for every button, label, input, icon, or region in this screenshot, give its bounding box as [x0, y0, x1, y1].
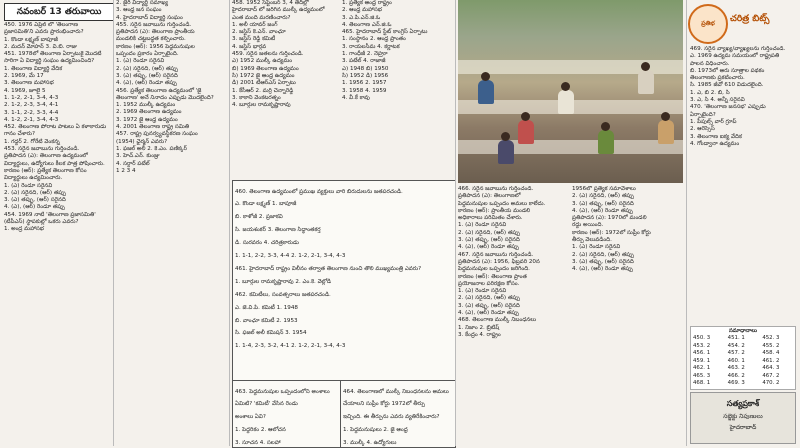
question-line: 3. జస్టిస్ రెడ్డి కమిటీ	[232, 36, 276, 43]
question-line: 465. హైదరాబాద్ స్టేట్ కాంగ్రెస్ ఏర్పాటు	[342, 29, 428, 36]
column-6	[572, 186, 684, 446]
divider	[455, 0, 456, 446]
question-line: 2. (ఎ) సరైనది, (ఆర్) తప్పు	[458, 229, 520, 236]
question-line: (1954) ఛైర్మన్ ఎవరు?	[116, 138, 168, 145]
question-line: 2. (ఎ) సరైనది, (ఆర్) తప్పు	[458, 295, 520, 302]
question-line: 4. (ఎ), (ఆర్) రెండూ తప్పు	[458, 244, 519, 251]
question-line: ప్రతిపాదన (ఎ): 1956, ఫిబ్రవరి 20న	[458, 258, 540, 265]
question-line: 1. పెద్దరికం 2. ఆలోచన	[235, 427, 286, 434]
question-line: 1. సంస్థానం 2. ఆంధ్ర ప్రాంతం	[342, 36, 406, 43]
question-line: 3. 1958 4. 1959	[342, 87, 387, 94]
question-line: 1956లో ప్రత్యేక సమావేశాలు	[572, 186, 636, 192]
question-line: పాలన విధించారు.	[690, 60, 730, 67]
question-line: 1. 1952 ముల్కీ ఉద్యమం	[116, 102, 176, 109]
pratibha-logo-mark: ప్రతిభ	[688, 4, 728, 44]
question-line: 2. ఆంధ్ర మహాసభ	[342, 7, 382, 14]
question-line: 453. సరైన జవాబును గుర్తించండి.	[4, 146, 80, 153]
question-line: సి. 1985 జీవో 610 విడుదలైంది.	[690, 82, 764, 89]
question-line: 1. బూర్గుల రామకృష్ణారావు 2. ఎం.కె. వెల్లోడి	[235, 278, 332, 285]
question-line: 1. తెలంగాణ విద్యార్థి వేదిక	[4, 65, 63, 72]
question-line: 1. 1-4, 2-3, 3-2, 4-1 2. 1-2, 2-1, 3-4, 4-3	[235, 343, 346, 350]
section-header-badge: నవంబర్ 13 తరువాయి	[4, 3, 114, 21]
answer-cell: 455. 2	[762, 342, 780, 349]
question-line: 1. ఎ, బి 2. బి, సి	[690, 89, 730, 96]
question-line: (టీపీఎస్) స్థాపకుల్లో ఒకరు ఎవరు?	[4, 219, 79, 226]
question-line: 461. హైదరాబాద్ రాష్ట్రం విలీనం తర్వాత తెలంగాణ నుంచి తొలి ముఖ్యమంత్రి ఎవరు?	[235, 265, 422, 272]
answer-cell: 456. 1	[693, 350, 711, 356]
question-line: 3. పటేల్ 4. రాజాజీ	[342, 58, 386, 65]
question-line: 2. (ఎ) సరైనది, (ఆర్) తప్పు	[572, 193, 634, 200]
question-line: 2. 1-2, 2-3, 3-4, 4-1	[4, 102, 59, 109]
question-line: 1. 1956 2. 1957	[342, 80, 387, 87]
exam-hall-photo	[458, 0, 683, 183]
question-line: 4. 1969, జూలై 5	[4, 87, 46, 94]
question-line: 2. (ఎ) సరైనది, (ఆర్) తప్పు	[116, 65, 178, 72]
question-line: ఎ. జె.వి.పి. కమిటీ 1. 1948	[235, 304, 298, 311]
question-line: 462. కమిటీలు, సంవత్సరాలు జతపరచండి.	[235, 291, 331, 298]
question-line: 1. అలీ యావర్ జంగ్	[232, 21, 278, 28]
question-line: 4. 1-2, 2-1, 3-4, 4-3	[4, 116, 59, 123]
answer-row	[691, 358, 795, 366]
question-line: 469. సరైన వ్యాఖ్య/వ్యాఖ్యలను గుర్తించండి.	[690, 46, 786, 52]
answer-cell: 462. 1	[693, 365, 711, 371]
answer-row	[691, 373, 795, 381]
question-line: 3. 1972 జై ఆంధ్ర ఉద్యమం	[116, 116, 178, 123]
question-line: 470. 'తెలంగాణ జనసభ' ఎప్పుడు	[690, 104, 766, 111]
column-2	[116, 0, 228, 446]
question-line: 4. సర్దార్ పటేల్	[116, 160, 150, 167]
question-line: 3. కాకాని వెంకటరత్నం	[232, 94, 281, 101]
question-line: బి. వాంఛూ కమిటీ 2. 1953	[235, 317, 298, 324]
question-line: 2. జస్టిస్ కె.ఎన్. వాంఛూ	[232, 29, 286, 36]
question-line: 1. నిజాం 2. బ్రిటిష్	[458, 324, 500, 331]
question-line: 466. సరైన జవాబును గుర్తించండి.	[458, 186, 534, 192]
question-line: 1 2 3 4	[116, 167, 136, 174]
question-line: 1. (ఎ) రెండూ సరైనవి	[572, 244, 621, 251]
question-line: ఏమిటి? 'కమిటీ' వేసిన రెండు	[235, 401, 298, 408]
question-line: గానం చేశారు?	[4, 131, 35, 138]
question-line: కారణం (ఆర్): 1972లో సుప్రీం కోర్టు	[572, 229, 651, 236]
answer-cell: 454. 2	[727, 342, 745, 349]
question-line: ప్రతిపాదన (ఎ): 1970లో మండలి	[572, 215, 647, 222]
column-7	[690, 46, 796, 324]
question-line: తీర్పు వెలువడింది.	[572, 237, 612, 244]
question-line: 452. తెలంగాణ పోరాట పాటలు ఏ కళాకారుడు	[4, 124, 107, 131]
answer-cell: 457. 2	[727, 350, 745, 356]
question-line: 3. కేంద్రం 4. రాష్ట్రం	[458, 331, 501, 338]
question-line: 468. తెలంగాణ ముల్కీ నిబంధనలు	[458, 317, 537, 324]
question-line: బి) 1969 తెలంగాణ ఉద్యమం	[232, 65, 299, 72]
question-line: 3. (ఎ) తప్పు, (ఆర్) సరైనది	[572, 200, 634, 207]
question-line: 4. (ఎ), (ఆర్) రెండూ తప్పు	[4, 204, 65, 211]
answer-cell: 467. 2	[762, 372, 780, 379]
question-line: 3. (ఎ) తప్పు, (ఆర్) సరైనది	[458, 302, 520, 309]
question-line: 3. ఎ, సి 4. అన్నీ సరైనవి	[690, 97, 745, 104]
question-line: 454. 1969 నాటి 'తెలంగాణ ప్రజాసమితి'	[4, 211, 96, 218]
question-line: ప్రతిపాదన (ఎ): తెలంగాణ ప్రాంతీయ	[116, 29, 195, 36]
answer-row	[691, 380, 795, 388]
question-line: 456. ప్రత్యేక తెలంగాణ ఉద్యమంలో 'జై	[116, 87, 202, 94]
question-line: సి) 1952 డి) 1956	[342, 72, 389, 79]
answer-row	[691, 365, 795, 373]
question-line: ప్రజాసమితి'ని ఎవరు ప్రారంభించారు?	[4, 29, 84, 36]
question-line: 2. (ఎ) సరైనది, (ఆర్) తప్పు	[572, 251, 634, 258]
question-line: మండలికి చట్టబద్ధత కల్పించారు.	[116, 36, 186, 43]
question-line: 1. పీపుల్స్ వార్ గ్రూప్	[690, 118, 737, 125]
question-line: 1. గద్దర్ 2. గోరేటి వెంకన్న	[4, 138, 60, 145]
question-line: 4. జస్టిస్ భార్గవ	[232, 43, 267, 50]
question-line: డి) 2001 టీఆర్ఎస్ ఏర్పాటు	[232, 80, 296, 87]
divider	[113, 0, 114, 446]
answer-cell: 450. 3	[693, 335, 711, 341]
question-line: 1. కేసీఆర్ 2. మర్రి చెన్నారెడ్డి	[232, 87, 294, 94]
answer-cell: 470. 2	[762, 380, 780, 386]
series-title: చరిత్ర బిట్స్	[730, 14, 770, 24]
question-line: 4. తెలంగాణ ఎన్.జి.ఓ	[342, 21, 392, 28]
question-line: సి. ఫజల్ అలీ కమిషన్ 3. 1954	[235, 330, 307, 337]
question-line: 3. ఆంధ్ర జన సంఘం	[116, 7, 162, 14]
answer-cell: 461. 2	[762, 357, 780, 364]
question-line: 1. ప్రత్యేక ఆంధ్ర రాష్ట్రం	[342, 0, 392, 6]
question-line: పెద్దమనుషుల ఒప్పందం అమలు కాలేదు.	[458, 200, 546, 207]
question-line: అంశాలు ఏవి?	[235, 414, 266, 421]
question-line: 455. సరైన జవాబును గుర్తించండి.	[116, 21, 192, 28]
question-line: ఎ) 1952 ముల్కీ ఉద్యమం	[232, 58, 293, 65]
question-line: తెలంగాణ' అనే నినాదం ఎప్పుడు మొదలైంది?	[116, 94, 214, 101]
question-line: రద్దు అయింది.	[572, 222, 604, 229]
question-line: ప్రతిపాదన (ఎ): తెలంగాణ ఉద్యమంలో	[4, 153, 88, 160]
author-designation: సబ్జెక్టు నిపుణులు	[723, 413, 763, 420]
answer-cell: 466. 2	[727, 372, 745, 379]
question-line: 3. తెలంగాణ ఐక్య వేదిక	[690, 133, 742, 140]
question-line: 1. (ఎ) రెండూ సరైనవి	[458, 288, 507, 295]
question-line: 2. 1969 తెలంగాణ ఉద్యమం	[116, 109, 182, 116]
answer-cell: 468. 1	[693, 380, 711, 386]
answer-cell: 458. 4	[762, 350, 780, 356]
question-line: పెద్దమనుషుల ఒప్పందం జరిగింది.	[458, 266, 530, 273]
question-line: 4. హైదరాబాద్ విద్యార్థి సంఘం	[116, 14, 183, 21]
question-line: 459. సరైన జతలను గుర్తించండి.	[232, 51, 304, 58]
series-logo	[688, 4, 792, 42]
author-name: సత్యప్రకాశ్	[726, 399, 760, 408]
question-line: 460. తెలంగాణ ఉద్యమంలో ప్రముఖ వ్యక్తులు వారి బిరుదులను జతపరచండి.	[235, 188, 403, 195]
question-line: డి. సురవరం 4. చరిత్రకారుడు	[235, 240, 299, 247]
column-1	[4, 22, 112, 446]
column-5	[458, 186, 568, 446]
question-inset-463	[232, 380, 342, 448]
question-line: ఎ. కొండా లక్ష్మణ్ 1. బాపూజీ	[235, 201, 297, 208]
question-line: 4. 2001 తెలంగాణ రాష్ట్ర సమితి	[116, 124, 190, 131]
question-line: 1. (ఎ) రెండూ సరైనవి	[116, 58, 165, 65]
question-line: బి. 1973లో ఆరు సూత్రాల పథకం	[690, 67, 765, 74]
question-line: 2. 1969, మే 17	[4, 73, 44, 80]
answer-cell: 453. 2	[693, 342, 711, 349]
answer-cell: 464. 3	[762, 365, 780, 371]
question-line: 3. హెచ్.ఎన్. కుంజ్రు	[116, 153, 160, 160]
question-line: చేయాలని సుప్రీం కోర్టు 1972లో తీర్పు	[343, 401, 425, 408]
answer-key-title: సమాధానాలు	[729, 328, 757, 334]
question-line: 3. సూచన 4. సలహా	[235, 440, 281, 447]
question-line: సారిగా ఏ విద్యార్థి సంఘం ఉద్యమించింది?	[4, 58, 95, 65]
question-line: 1. అంద్ర మహాసభ	[4, 226, 44, 233]
question-line: సి. జయశంకర్ 3. తెలంగాణ సిద్ధాంతకర్త	[235, 227, 321, 234]
question-line: కారణం (ఆర్): ప్రత్యేక తెలంగాణ కోసం	[4, 167, 87, 174]
question-line: కారణం (ఆర్): 1956 పెద్దమనుషుల	[116, 43, 195, 50]
question-line: హైదరాబాద్ లో జరిగిన ముల్కీ ఉద్యమంలో	[232, 7, 325, 14]
column-3	[232, 0, 340, 178]
question-line: ఇచ్చింది. ఈ తీర్పును ఎవరు వ్యతిరేకించారు?	[343, 414, 440, 421]
question-line: 3. తెలంగాణ మహాసభ	[4, 80, 54, 87]
author-place: హైదరాబాద్	[729, 424, 757, 431]
question-line: 1. కొండా లక్ష్మణ్ బాపూజీ	[4, 36, 58, 43]
question-line: 450. 1976 ఏప్రిల్ లో 'తెలంగాణ	[4, 22, 78, 28]
column-4	[342, 0, 454, 178]
question-line: 3. (ఎ) తప్పు, (ఆర్) సరైనది	[572, 258, 634, 265]
question-line: 3. ఎ.పి.ఎన్.జి.ఓ	[342, 14, 381, 21]
divider	[686, 0, 687, 446]
question-line: 1. (ఎ) రెండూ సరైనవి	[458, 222, 507, 229]
answer-cell: 465. 3	[693, 372, 711, 379]
answer-row	[691, 350, 795, 358]
question-line: 3. (ఎ) తప్పు, (ఆర్) సరైనది	[4, 197, 66, 204]
question-line: అధికారాలు పరిమితం చేశారు.	[458, 215, 523, 222]
question-line: 4. గోండ్వానా ఉద్యమం	[690, 140, 740, 147]
question-line: 2. ఆరెస్సెస్	[690, 126, 715, 133]
question-line: విద్యార్థులు, ఉద్యోగులు కీలక పాత్ర పోషించారు.	[4, 160, 105, 167]
question-line: 464. తెలంగాణలో ముల్కీ నిబంధనలను అమలు	[343, 388, 449, 395]
question-line: 1. ఫజల్ అలీ 2. కె.ఎం. పణిక్కర్	[116, 145, 187, 152]
question-line: ఎంత మంది మరణించారు?	[232, 14, 291, 21]
question-line: బి. కాళోజీ 2. ప్రజాకవి	[235, 214, 283, 221]
question-line: 1. గాంధీజీ 2. నెహ్రూ	[342, 51, 388, 58]
question-line: తెలంగాణకు ప్రకటించారు.	[690, 75, 745, 82]
answer-cell: 469. 3	[727, 380, 745, 386]
question-line: విద్యార్థులు ఉద్యమించారు.	[4, 175, 63, 182]
question-line: 4. (ఎ), (ఆర్) రెండూ తప్పు	[458, 310, 519, 317]
answer-cell: 459. 1	[693, 357, 711, 364]
answer-key	[690, 326, 796, 390]
question-line: 3. 1-1, 2-2, 3-3, 4-4	[4, 109, 59, 116]
question-line: 4. బూర్గుల రామకృష్ణారావు	[232, 102, 291, 109]
question-inset-464	[340, 380, 456, 448]
question-line: 467. సరైన జవాబును గుర్తించండి.	[458, 251, 534, 258]
answer-cell: 451. 1	[727, 335, 745, 341]
question-line: ఎ) 1948 బి) 1950	[342, 65, 389, 72]
question-line: 1. 1-1, 2-2, 3-3, 4-4 2. 1-2, 2-1, 3-4, 4-3	[235, 253, 346, 260]
question-line: 3. (ఎ) తప్పు, (ఆర్) సరైనది	[458, 237, 520, 244]
question-line: 3. (ఎ) తప్పు, (ఆర్) సరైనది	[116, 72, 178, 79]
question-line: ఎ. 1969 ఉద్యమ సమయంలో రాష్ట్రపతి	[690, 53, 780, 60]
question-line: కారణం (ఆర్): ప్రాంతీయ మండలి	[458, 207, 531, 214]
question-line: ఒప్పందం ప్రకారం ఏర్పాటైంది.	[116, 51, 179, 58]
answer-row	[691, 343, 795, 351]
question-line: 4. (ఎ), (ఆర్) రెండూ తప్పు	[116, 80, 177, 87]
question-line: 2. మదన్ మోహన్ 3. వి.బి. రాజు	[4, 43, 77, 50]
question-line: 458. 1952 సెప్టెంబర్ 3, 4 తేదీల్లో	[232, 0, 309, 6]
question-line: 4. వీ.కే కావు	[342, 94, 370, 101]
question-line: 2. (ఎ) సరైనది, (ఆర్) తప్పు	[4, 189, 66, 196]
question-line: 2. జైరి విద్యార్థి సమాఖ్య	[116, 0, 169, 6]
question-line: 1. 1-2, 2-1, 3-4, 4-3	[4, 94, 59, 101]
question-line: ప్రతిపాదన (ఎ): తెలంగాణలో	[458, 193, 521, 200]
question-line: 3. ముల్కీ 4. ఉద్యోగులు	[343, 440, 397, 447]
divider	[229, 0, 230, 446]
question-line: 457. రాష్ట్ర పునర్వ్యవస్థీకరణ సంఘం	[116, 131, 198, 138]
answer-cell: 452. 3	[762, 335, 780, 341]
question-line: 451. 1978లో తెలంగాణ ఏర్పాటుకై మొదటి	[4, 51, 102, 58]
question-line: కారణం (ఆర్): తెలంగాణ ప్రాంత	[458, 273, 527, 280]
answer-row	[691, 335, 795, 343]
question-line: ఏర్పాటైంది?	[690, 111, 716, 118]
question-line: ప్రయోజనాల పరిరక్షణ కోసం.	[458, 280, 520, 287]
question-line: సి) 1972 జై ఆంధ్ర ఉద్యమం	[232, 72, 295, 79]
answer-cell: 463. 2	[727, 365, 745, 371]
question-line: 4. (ఎ), (ఆర్) రెండూ తప్పు	[572, 266, 633, 273]
question-line: 1. పెద్దమనుషులు 2. జై ఆంధ్ర	[343, 427, 408, 434]
answer-cell: 460. 1	[727, 357, 745, 364]
question-line: 4. (ఎ), (ఆర్) రెండూ తప్పు	[572, 207, 633, 214]
question-line: 463. పెద్దమనుషుల ఒప్పందంలోని అంశాలు	[235, 388, 330, 395]
answer-key-table	[691, 335, 795, 388]
question-inset-460	[232, 180, 456, 382]
author-credit	[690, 392, 796, 444]
question-line: 3. రాయలసీమ 4. కర్ణాటక	[342, 43, 400, 50]
question-line: 1. (ఎ) రెండూ సరైనవి	[4, 182, 53, 189]
